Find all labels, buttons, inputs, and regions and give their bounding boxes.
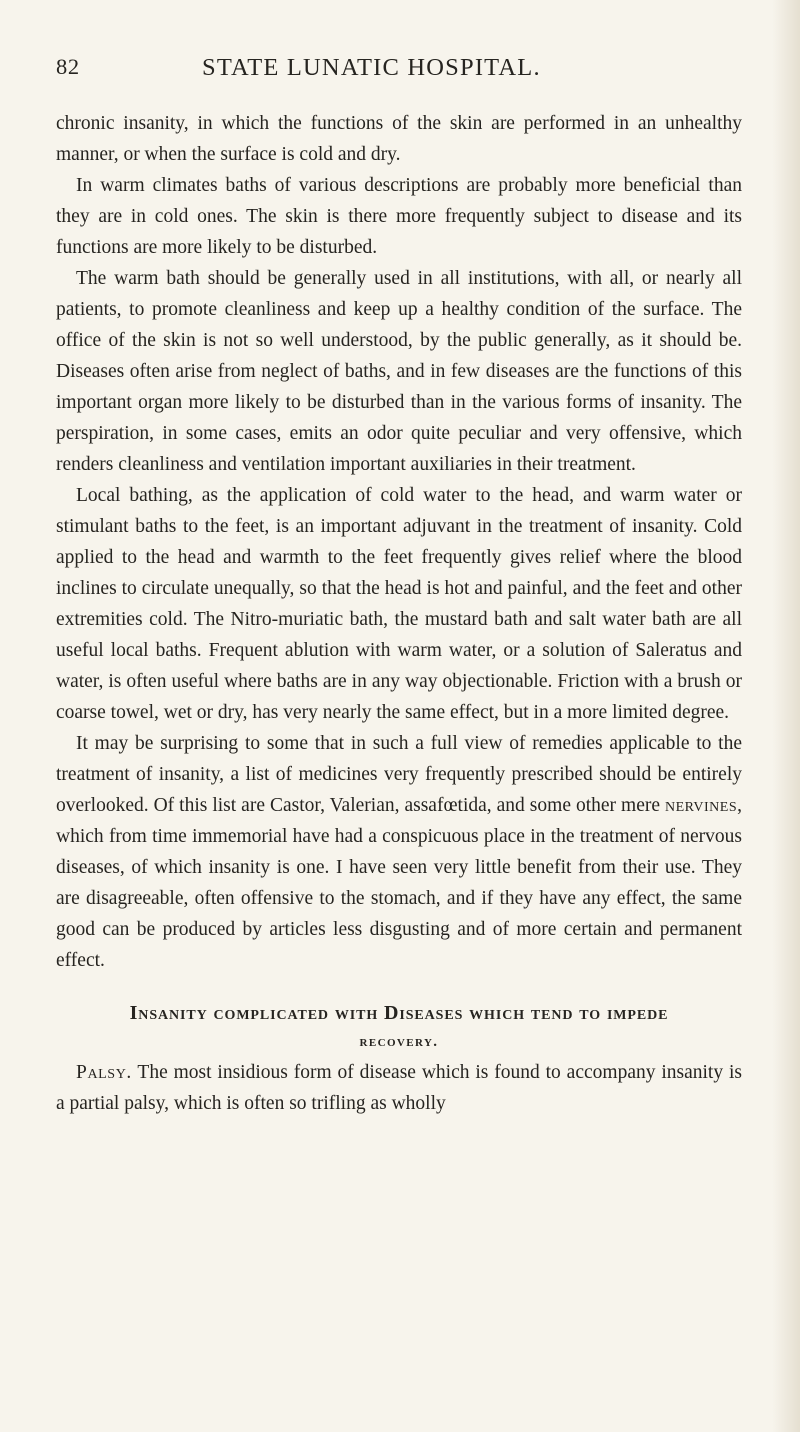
paragraph-4: Local bathing, as the application of cold water to the head, and warm water or stimulant baths to the feet, is an important adjuvant in the treatment of insanity. Cold applied to the head and warmth to the feet frequently gives relief where the blood inclines to circulate unequally, so that the head is hot and painful, and the feet and other extremities cold. The Nitro-muriatic bath, the mustard bath and salt water bath are all useful local baths. Frequent ablution with warm water, or a solution of Saleratus and water, is often useful where baths are in any way objectionable. Friction with a brush or coarse towel, wet or dry, has very nearly the same effect, but in a more limited degree. <box>56 485 742 723</box>
section-heading-line-1: Insanity complicated with Diseases which tend to impede <box>129 1002 669 1024</box>
palsy-text: The most insidious form of disease which is found to accompany insanity is a partial palsy, which is often so trifling as wholly <box>56 1062 742 1114</box>
nervines-term: nervines <box>665 795 738 816</box>
paragraph-5-text-b: , which from time immemorial have had a conspicuous place in the treatment of nervous diseases, of which insanity is one. I have seen very little benefit from their use. They are disagreeable, often offensive to the stomach, and if they have any effect, the same good can be produced by articles less disgusting and of more certain and permanent effect. <box>56 795 742 971</box>
paragraph-2: In warm climates baths of various descriptions are probably more beneficial than they are in cold ones. The skin is there more frequently subject to disease and its functions are more likely to be disturbed. <box>56 175 742 258</box>
running-title: STATE LUNATIC HOSPITAL. <box>202 54 541 81</box>
body-text <box>56 108 742 1119</box>
section-heading <box>56 999 742 1057</box>
book-page <box>56 52 756 1119</box>
paragraph-5-text-a: It may be surprising to some that in such a full view of remedies applicable to the treatment of insanity, a list of medicines very frequently prescribed should be entirely overlooked. Of this list are Castor, Valerian, assafœtida, and some other mere <box>56 733 742 816</box>
paragraph-5 <box>56 728 742 976</box>
page-edge-shadow <box>772 0 800 1432</box>
paragraph-3: The warm bath should be generally used in all institutions, with all, or nearly all patients, to promote cleanliness and keep up a healthy condition of the surface. The office of the skin is not so well understood, by the public generally, as it should be. Diseases often arise from neglect of baths, and in few diseases are the functions of this important organ more likely to be disturbed than in the various forms of insanity. The perspiration, in some cases, emits an odor quite peculiar and very offensive, which renders cleanliness and ventilation important auxiliaries in their treatment. <box>56 268 742 475</box>
palsy-paragraph <box>56 1057 742 1119</box>
paragraph-1: chronic insanity, in which the functions of the skin are performed in an unhealthy manner, or when the surface is cold and dry. <box>56 113 742 165</box>
page-number: 82 <box>56 54 80 79</box>
running-head <box>56 52 756 92</box>
section-heading-line-2: recovery. <box>359 1034 439 1050</box>
palsy-lead: Palsy. <box>76 1062 132 1083</box>
